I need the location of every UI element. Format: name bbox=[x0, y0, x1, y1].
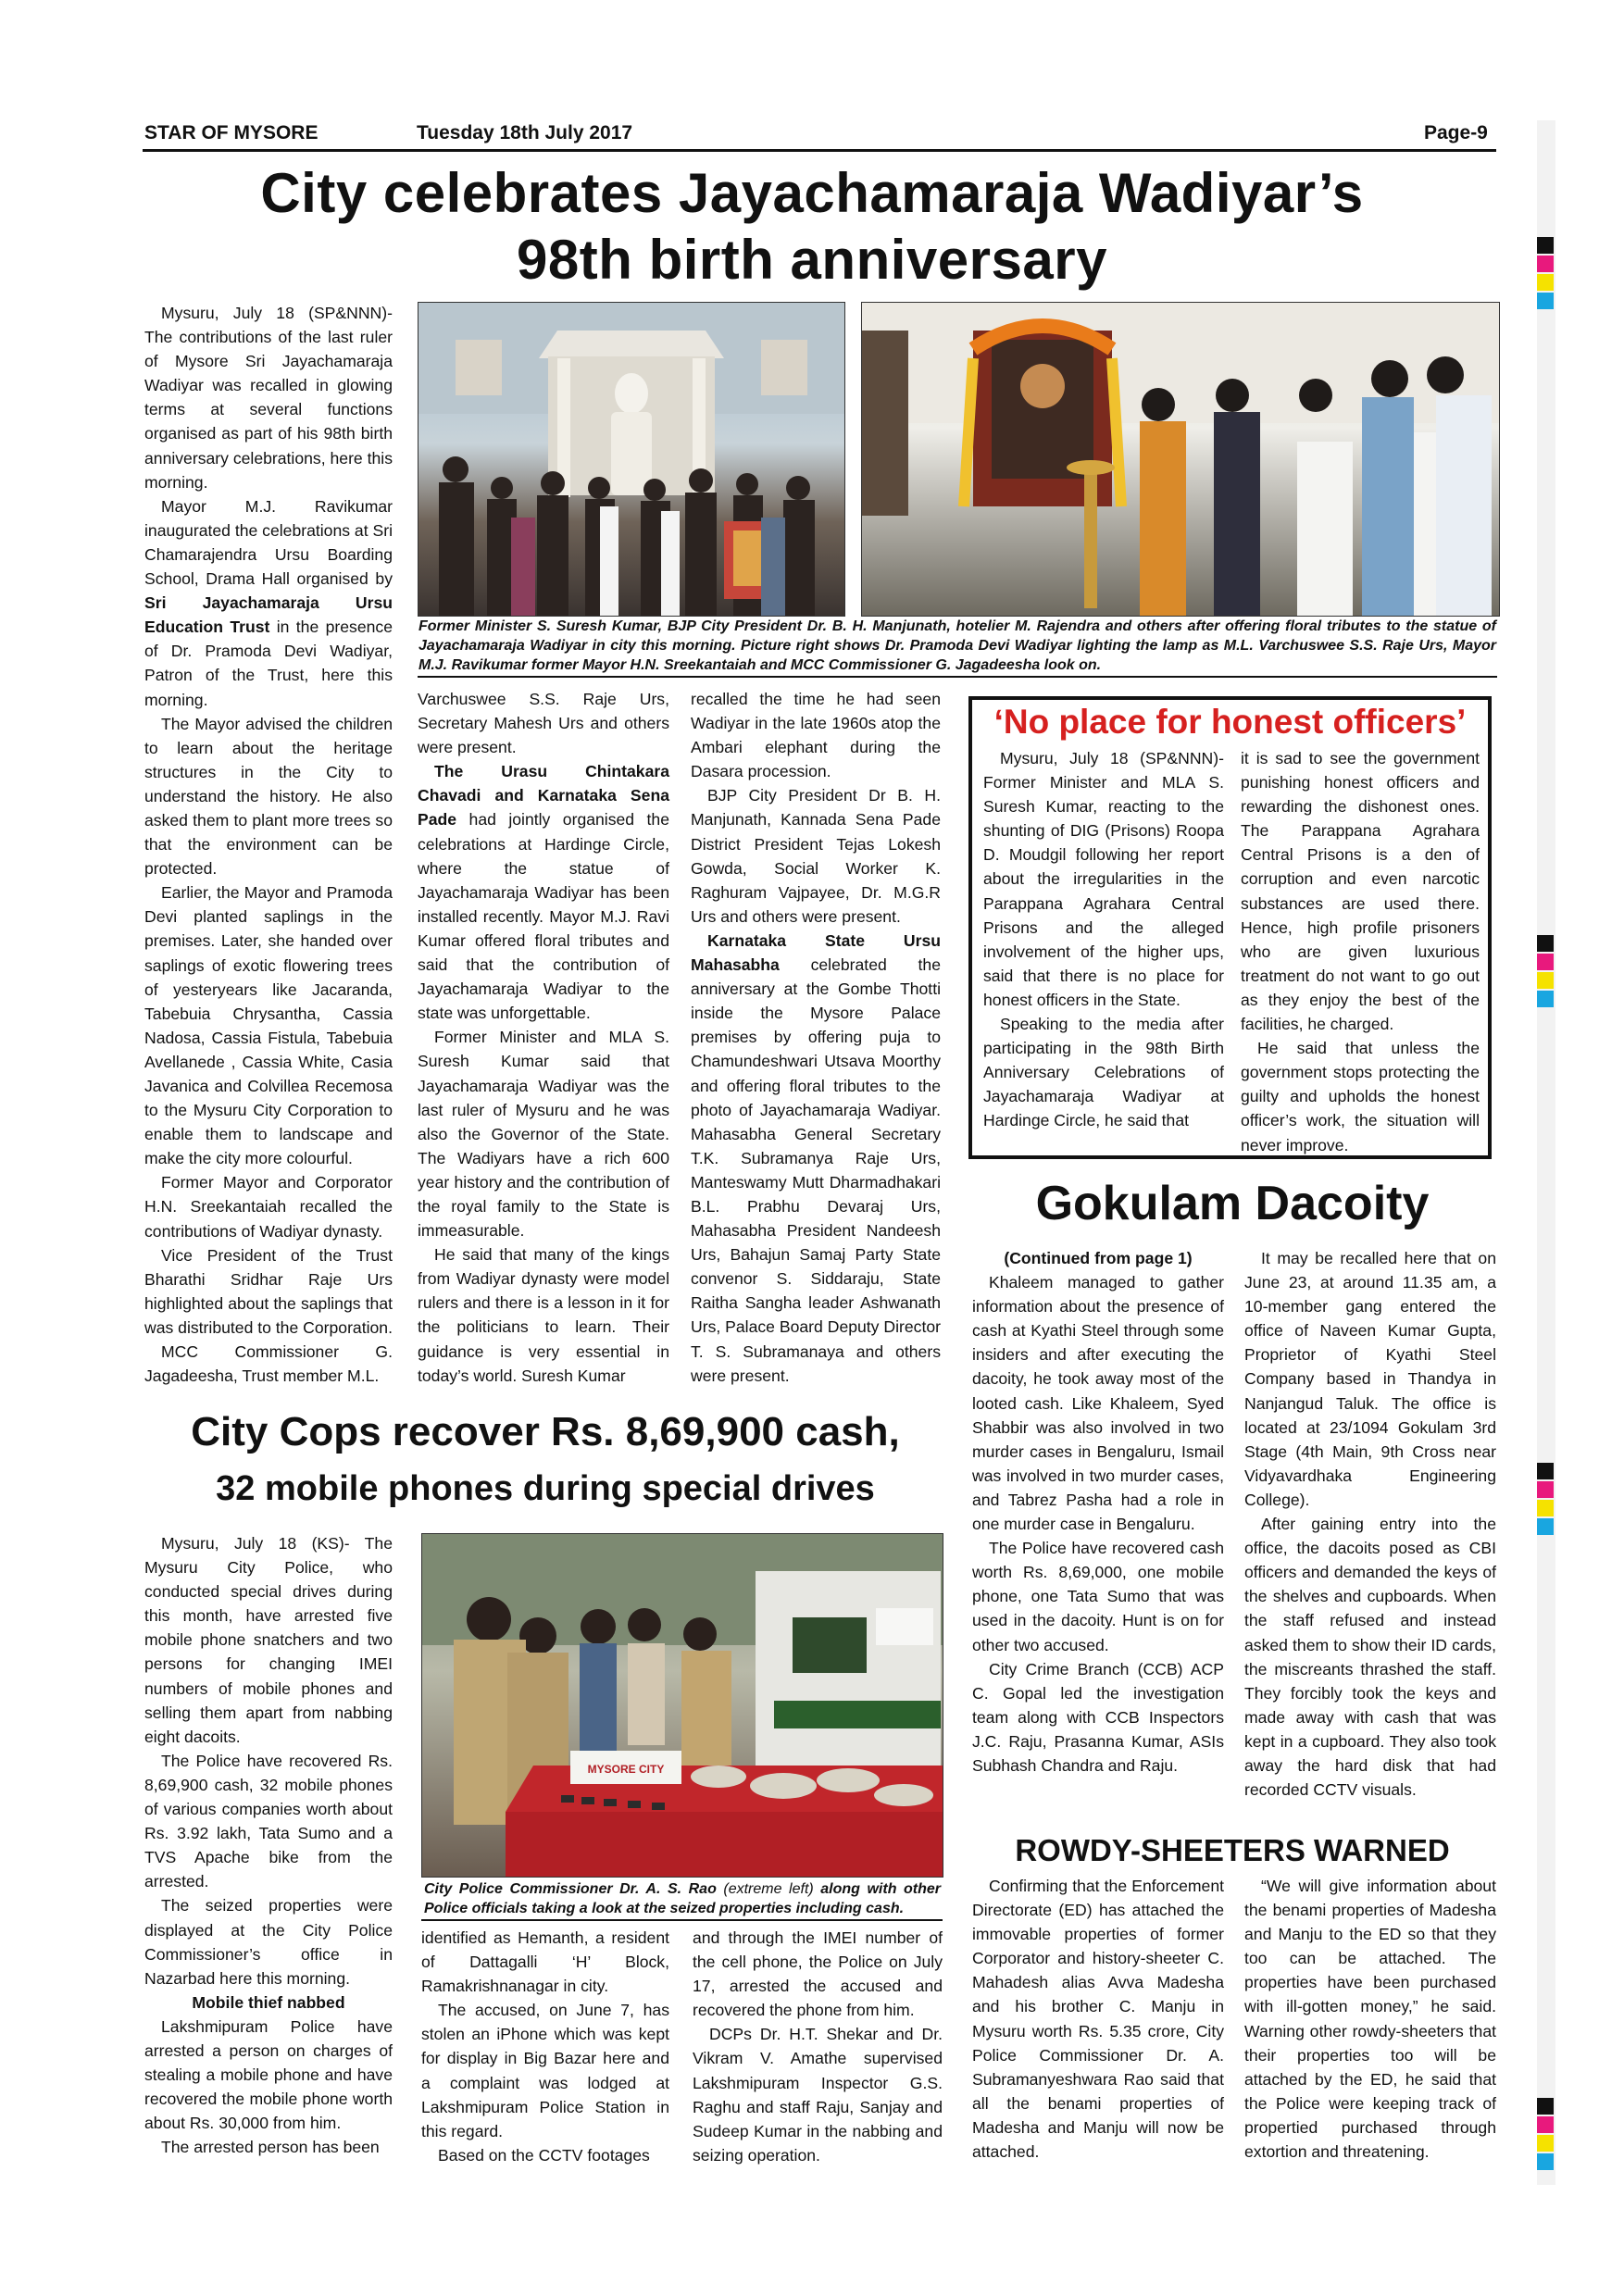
story1-paragraph: Former Mayor and Corporator H.N. Sreekantaiah recalled the contributions of Wadiyar dynasty. bbox=[144, 1173, 393, 1241]
registration-yellow-4 bbox=[1537, 2135, 1554, 2152]
masthead-paper: STAR OF MYSORE bbox=[144, 122, 319, 144]
story2-headline: ‘No place for honest officers’ bbox=[993, 703, 1467, 741]
story4-column-1 bbox=[972, 1874, 1224, 2164]
story1-headline-line1: City celebrates Jayachamaraja Wadiyar’s bbox=[260, 162, 1364, 224]
story3-paragraph: After gaining entry into the office, the dacoits posed as CBI officers and demanded the keys of the shelves and cupboards. When the staff refused and instead asked them to show their ID cards, the miscreants thrashed the staff. They forcibly took the keys and made away with cash that was kept in a cupboard. They also took away the hard disk that had recorded CCTV visuals. bbox=[1244, 1515, 1496, 1800]
story1-paragraph: Vice President of the Trust Bharathi Sridhar Raje Urs highlighted about the saplings that was distributed to the Corporation. bbox=[144, 1245, 393, 1337]
story5-paragraph: Mysuru, July 18 (KS)- The Mysuru City Police, who conducted special drives during this month, have arrested five mobile phone snatchers and two persons for changing IMEI numbers of mobile phones and selling them apart from nabbing eight dacoits. bbox=[144, 1534, 393, 1746]
story1-paragraph: recalled the time he had seen Wadiyar in the late 1960s atop the Ambari elephant during the Dasara procession. bbox=[691, 690, 941, 781]
story3-paragraph: City Crime Branch (CCB) ACP C. Gopal led the investigation team along with CCB Inspectors J.C. Raju, Prasanna Kumar, ASIs Subhash Chandra and Raju. bbox=[972, 1659, 1224, 1775]
lamp-scene-illustration bbox=[862, 303, 1499, 616]
police-banner-text: MYSORE CITY bbox=[587, 1763, 665, 1776]
registration-cyan-3 bbox=[1537, 1518, 1554, 1535]
story1-photo-caption: Former Minister S. Suresh Kumar, BJP City President Dr. B. H. Manjunath, hotelier M. Rajendra and others after offering floral tributes to the statue of Jayachamaraja Wadiyar in city this morning. Picture right shows Dr. Pramoda Devi Wadiyar lighting the lamp as M.L. Varchuswee S.S. Raje Urs, Mayor M.J. Ravikumar former Mayor H.N. Sreekantaiah and MCC Commissioner G. Jagadeesha look on. bbox=[418, 618, 1496, 673]
story3-paragraph: It may be recalled here that on June 23, at around 11.35 am, a 10-member gang entered the office of Naveen Kumar Gupta, Proprietor of Kyathi Steel Company based in Thandya in Nanjangud Taluk. The office is located at 23/1094 Gokulam 3rd Stage (4th Main, 9th Cross near Vidyavardhaka Engineering College). bbox=[1244, 1249, 1496, 1509]
story1-paragraph: MCC Commissioner G. Jagadeesha, Trust member M.L. bbox=[144, 1342, 393, 1386]
margin-strip bbox=[1537, 120, 1555, 2185]
registration-yellow-2 bbox=[1537, 972, 1554, 989]
registration-black-3 bbox=[1537, 1463, 1554, 1479]
police-scene-illustration bbox=[422, 1534, 943, 1877]
registration-cyan-2 bbox=[1537, 991, 1554, 1007]
story2-paragraph: Mysuru, July 18 (SP&NNN)- Former Minister and MLA S. Suresh Kumar, reacting to the shunting of DIG (Prisons) Roopa D. Moudgil following her report about the irregularities in the Parappana Agrahara Central Prisons and the alleged involvement of the higher ups, said that there is no place for honest officers in the State. bbox=[983, 749, 1224, 1009]
story1-paragraph: He said that many of the kings from Wadiyar dynasty were model rulers and there is a lesson in it for the politicians to learn. Their guidance is very essential in today’s world. Suresh Kumar bbox=[418, 1245, 669, 1385]
story3-paragraph: The Police have recovered cash worth Rs. 8,69,000, one mobile phone, one Tata Sumo that was used in the dacoity. Hunt is on for other two accused. bbox=[972, 1539, 1224, 1654]
story1-photo-statue bbox=[418, 302, 845, 617]
registration-yellow-3 bbox=[1537, 1500, 1554, 1516]
story5-paragraph: The accused, on June 7, has stolen an iPhone which was kept for display in Big Bazar here and a complaint was lodged at Lakshmipuram Police Station in this regard. bbox=[421, 2001, 669, 2140]
story1-photo-lamp bbox=[861, 302, 1500, 617]
story5-paragraph: identified as Hemanth, a resident of Dattagalli ‘H’ Block, Ramakrishnanagar in city. bbox=[421, 1928, 669, 1996]
story1-paragraph: Karnataka State Ursu Mahasabha celebrated the anniversary at the Gombe Thotti inside the Mysore Palace premises by offering puja to Chamundeshwari Utsava Moorthy and offering floral tributes to the photo of Jayachamaraja Wadiyar. Mahasabha General Secretary T.K. Subramanya Raje Urs, Manteswamy Mutt Dharmadhakari B.L. Prabhu Devaraj Urs, Mahasabha President Nandeesh Urs, Bahajun Samaj Party State convenor S. Siddaraju, State Raitha Sangha leader Ashwanath Urs, Palace Board Deputy Director T. S. Subramanaya and others were present. bbox=[691, 930, 941, 1385]
story5-paragraph: The seized properties were displayed at the City Police Commissioner’s office in Nazarbad here this morning. bbox=[144, 1896, 393, 1988]
registration-black-2 bbox=[1537, 935, 1554, 952]
story2-column-1 bbox=[983, 746, 1224, 1133]
registration-cyan bbox=[1537, 293, 1554, 309]
story2-paragraph: He said that unless the government stops protecting the guilty and upholds the honest officer’s work, the situation will never improve. bbox=[1241, 1039, 1480, 1154]
story1-paragraph: BJP City President Dr B. H. Manjunath, Kannada Sena Pade District President Tejas Lokesh Gowda, Social Worker K. Raghuram Vajpayee, Dr. M.G.R Urs and others were present. bbox=[691, 786, 941, 926]
story5-paragraph: The arrested person has been bbox=[161, 2138, 380, 2157]
story1-paragraph: Mysuru, July 18 (SP&NNN)- The contributions of the last ruler of Mysore Sri Jayachamaraja Wadiyar was recalled in glowing terms at several functions organised as part of his 98th birth anniversary celebrations, here this morning. bbox=[144, 304, 393, 492]
story5-paragraph: Based on the CCTV footages bbox=[438, 2145, 650, 2165]
story3-continued: (Continued from page 1) bbox=[1004, 1249, 1193, 1267]
story2-paragraph: Speaking to the media after participating in the 98th Birth Anniversary Celebrations of Jayachamaraja Wadiyar at Hardinge Circle, he said that bbox=[983, 1015, 1224, 1130]
story2-paragraph: it is sad to see the government punishing honest officers and rewarding the dishonest ones. The Parappana Agrahara Central Prisons is a den of corruption and even narcotic substances are used there. Hence, high profile prisoners who are given luxurious treatment do not want to go out as they enjoy the best of the facilities, he charged. bbox=[1241, 749, 1480, 1034]
registration-magenta-4 bbox=[1537, 2116, 1554, 2133]
story4-headline: ROWDY-SHEETERS WARNED bbox=[1015, 1833, 1450, 1867]
registration-magenta-2 bbox=[1537, 954, 1554, 970]
story5-paragraph: and through the IMEI number of the cell phone, the Police on July 17, arrested the accused and recovered the phone from him. bbox=[693, 1928, 943, 2020]
statue-scene-illustration bbox=[418, 303, 844, 616]
story5-paragraph: The Police have recovered Rs. 8,69,900 cash, 32 mobile phones of various companies worth about Rs. 3.92 lakh, Tata Sumo and a TVS Apache bike from the arrested. bbox=[144, 1751, 393, 1891]
story5-column-3 bbox=[693, 1926, 943, 2167]
story1-paragraph: Varchuswee S.S. Raje Urs, Secretary Mahesh Urs and others were present. bbox=[418, 690, 669, 757]
story5-headline-line1: City Cops recover Rs. 8,69,900 cash, bbox=[191, 1409, 900, 1454]
story1-paragraph: The Mayor advised the children to learn about the heritage structures in the City to understand the history. He also asked them to plant more trees so that the environment can be protected. bbox=[144, 714, 393, 879]
story5-column-1 bbox=[144, 1531, 393, 2159]
story1-paragraph: Mayor M.J. Ravikumar inaugurated the celebrations at Sri Chamarajendra Ursu Boarding School, Drama Hall organised by Sri Jayachamaraja Ursu Education Trust in the presence of Dr. Pramoda Devi Wadiyar, Patron of the Trust, here this morning. bbox=[144, 496, 393, 709]
story5-photo-caption: City Police Commissioner Dr. A. S. Rao (extreme left) along with other Police officials taking a look at the seized properties including cash. bbox=[424, 1881, 942, 1916]
story5-column-2 bbox=[421, 1926, 669, 2167]
masthead-date: Tuesday 18th July 2017 bbox=[417, 122, 633, 144]
story4-paragraph: “We will give information about the benami properties of Madesha and Manju to the ED so that they too can be attached. The properties have been purchased with ill-gotten money,” he said. Warning other rowdy-sheeters that their properties too will be attached by the ED, he said that the Police were keeping track of propertied purchased through extortion and threatening. bbox=[1244, 1877, 1496, 2162]
masthead-rule bbox=[143, 149, 1496, 152]
story1-column-3 bbox=[691, 687, 941, 1388]
registration-black-4 bbox=[1537, 2098, 1554, 2115]
story3-column-2 bbox=[1244, 1246, 1496, 1802]
story1-column-2 bbox=[418, 687, 669, 1388]
story5-photo-police bbox=[421, 1533, 943, 1878]
story1-headline-line2: 98th birth anniversary bbox=[517, 229, 1107, 291]
story1-paragraph: Earlier, the Mayor and Pramoda Devi planted saplings in the premises. Later, she handed over saplings of exotic flowering trees of yesteryears like Jacaranda, Tabebuia Chrysantha, Cassia Nadosa, Cassia Fistula, Tabebuia Avellanede , Cassia White, Casia Javanica and Colvillea Recemosa to the Mysuru City Corporation to enable them to landscape and make the city more colourful. bbox=[144, 883, 393, 1168]
story5-headline-line2: 32 mobile phones during special drives bbox=[216, 1469, 875, 1508]
registration-cyan-4 bbox=[1537, 2153, 1554, 2170]
story3-column-1 bbox=[972, 1246, 1224, 1778]
story1-column-1 bbox=[144, 301, 393, 1388]
story1-paragraph: Former Minister and MLA S. Suresh Kumar said that Jayachamaraja Wadiyar was the last ruler of Mysuru and he was also the Governor of the State. The Wadiyars have a rich 600 year history and the contribution of the royal family to the State is immeasurable. bbox=[418, 1028, 669, 1241]
masthead-page: Page-9 bbox=[1424, 122, 1488, 144]
registration-magenta-3 bbox=[1537, 1481, 1554, 1498]
story3-paragraph: Khaleem managed to gather information about the presence of cash at Kyathi Steel through some insiders and after executing the dacoity, he took away most of the looted cash. Like Khaleem, Syed Shabbir was also involved in two murder cases in Bengaluru, Ismail was involved in two murder cases, and Tabrez Pasha had a role in one murder case in Bengaluru. bbox=[972, 1273, 1224, 1534]
story5-paragraph: Lakshmipuram Police have arrested a person on charges of stealing a mobile phone and have recovered the mobile phone worth about Rs. 30,000 from him. bbox=[144, 2016, 393, 2133]
story3-headline: Gokulam Dacoity bbox=[1035, 1177, 1430, 1230]
story4-column-2 bbox=[1244, 1874, 1496, 2164]
story1-paragraph: The Urasu Chintakara Chavadi and Karnataka Sena Pade had jointly organised the celebrations at Hardinge Circle, where the statue of Jayachamaraja Wadiyar has been installed recently. Mayor M.J. Ravi Kumar offered floral tributes and said that the contribution of Jayachamaraja Wadiyar to the state was unforgettable. bbox=[418, 762, 669, 1023]
story4-paragraph: Confirming that the Enforcement Directorate (ED) has attached the immovable properties of former Corporator and history-sheeter C. Mahadesh alias Avva Madesha and his brother C. Manju in Mysuru worth Rs. 5.35 crore, City Police Commissioner Dr. A. Subramanyeshwara Rao said that all the benami properties of Madesha and Manju will now be attached. bbox=[972, 1877, 1224, 2162]
story5-subhead: Mobile thief nabbed bbox=[192, 1992, 345, 2012]
story5-caption-rule bbox=[421, 1919, 943, 1921]
story5-paragraph: DCPs Dr. H.T. Shekar and Dr. Vikram V. Amathe supervised Lakshmipuram Inspector G.S. Raghu and staff Raju, Sanjay and Sudeep Kumar in the nabbing and seizing operation. bbox=[693, 2025, 943, 2165]
story1-caption-rule bbox=[418, 676, 1497, 678]
story2-column-2 bbox=[1241, 746, 1480, 1157]
